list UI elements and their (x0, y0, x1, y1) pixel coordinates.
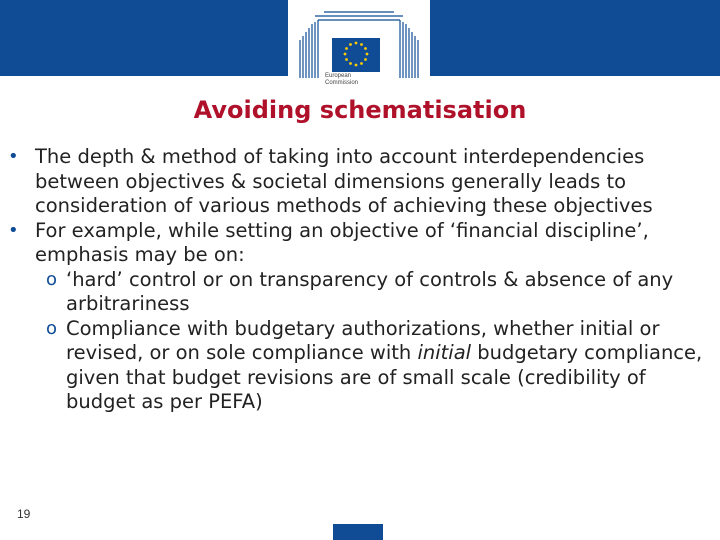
sub-bullet-text-end: budgetary compliance, given that budget revisions are of small scale (credibility of budget as per PEFA) (66, 341, 703, 413)
circle-bullet-icon: o (46, 317, 58, 339)
bullet-item (8, 145, 714, 219)
slide-title: Avoiding schematisation (193, 96, 527, 124)
bullet-text: For example, while setting an objective of ‘financial discipline’, emphasis may be on: (35, 218, 649, 266)
sub-bullet-text: ‘hard’ control or on transparency of controls & absence of any arbitrariness (66, 267, 674, 315)
logo-line-1: European (325, 73, 352, 79)
footer-bar (333, 524, 383, 540)
logo-line-2: Commission (325, 80, 359, 86)
european-commission-logo (288, 0, 430, 98)
sub-bullet-text (66, 317, 702, 414)
bullet-item (8, 219, 714, 268)
page-number: 19 (17, 507, 31, 521)
bullet-dot-icon: • (8, 146, 19, 167)
bullet-text: The depth & method of taking into account interdependencies between objectives & societal dimensions generally leads to consideration of various methods of achieving these objectives (35, 145, 653, 217)
sub-bullet-item (8, 317, 714, 415)
logo-label (325, 73, 385, 87)
circle-bullet-icon: o (46, 268, 58, 290)
sub-bullet-text-start: Compliance with budgetary authorizations, whether initial or revised, or on sole compliance with (66, 316, 660, 364)
sub-bullet-emphasis: initial (417, 341, 472, 364)
sub-bullet-item (8, 268, 714, 317)
bullet-dot-icon: • (8, 219, 19, 241)
slide-body (8, 145, 714, 415)
